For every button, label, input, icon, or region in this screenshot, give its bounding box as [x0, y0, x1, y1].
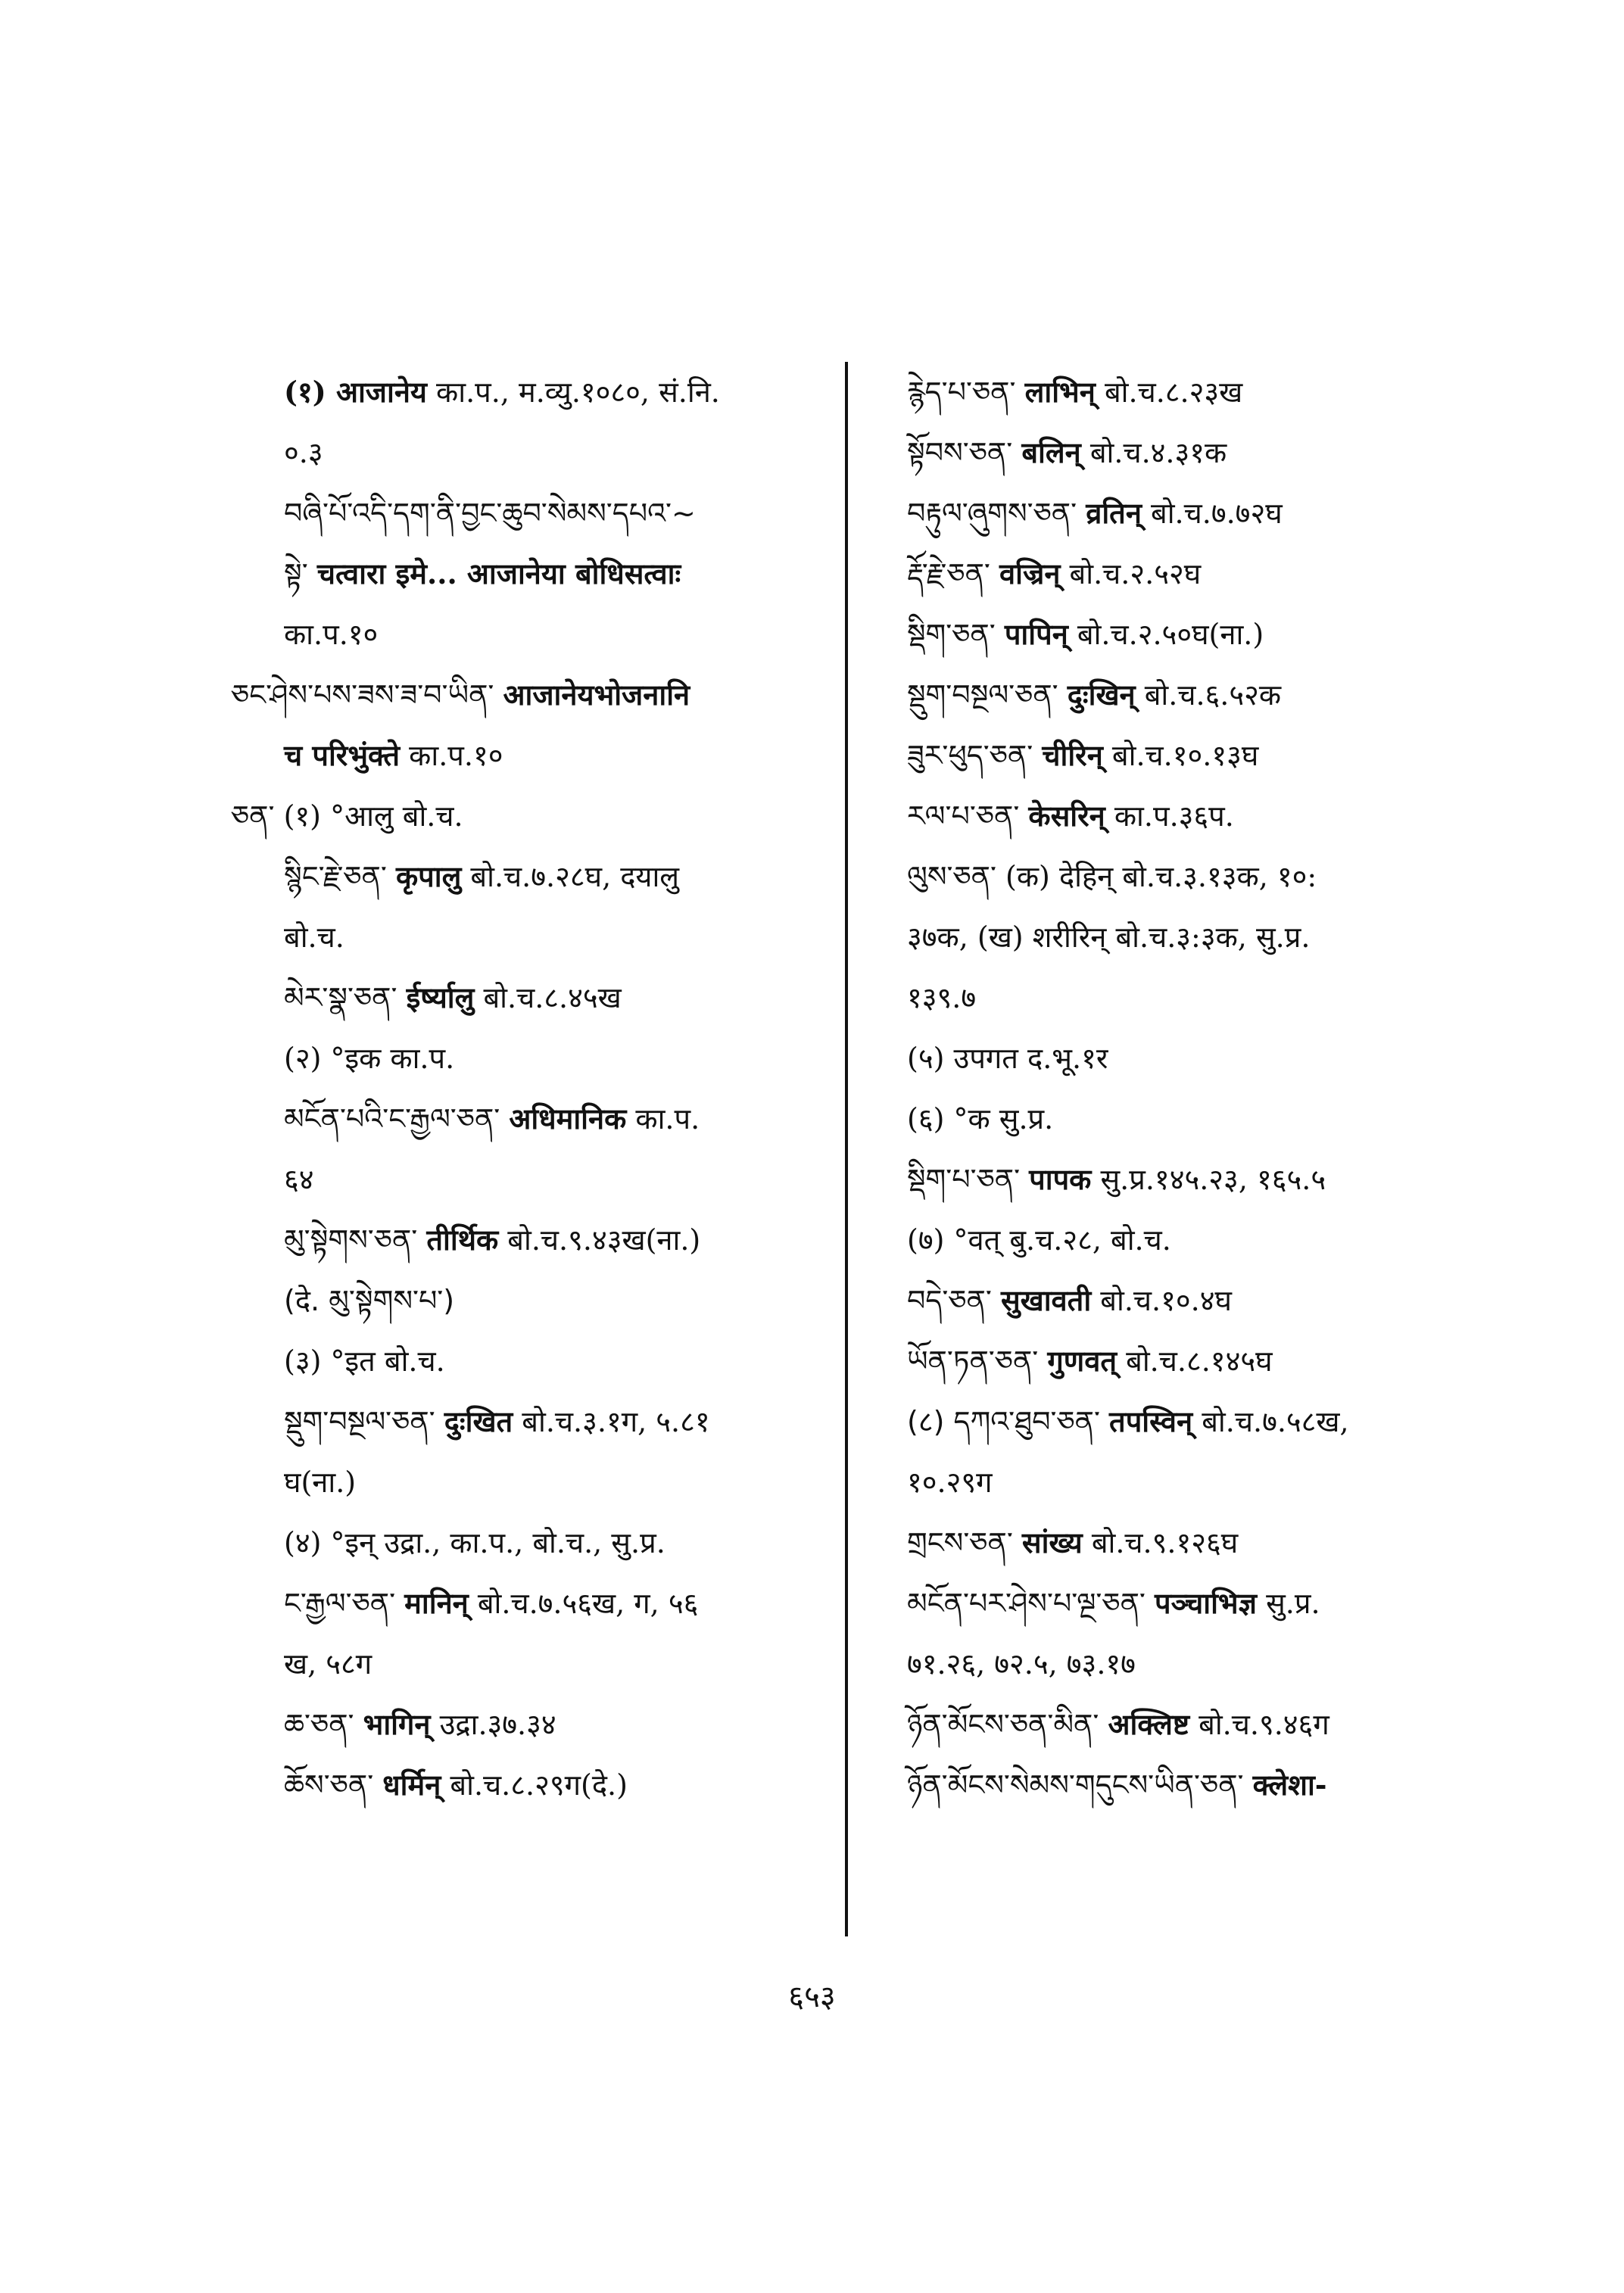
reference: बो.च.१०.१३घ [1111, 739, 1259, 772]
sanskrit-term: तपस्विन् [1109, 1404, 1193, 1438]
tibetan-term: ཅན་ [231, 799, 275, 833]
reference: ख, ५८ग [284, 1647, 372, 1681]
sanskrit-term: बलिन् [1021, 435, 1081, 469]
dictionary-line [907, 725, 1482, 786]
reference: का.प.१० [409, 739, 503, 772]
tibetan-term: (८) དཀའ་ཐུབ་ཅན་ [907, 1405, 1100, 1438]
sanskrit-term: तीर्थिक [426, 1223, 499, 1257]
tibetan-term: མངོན་པར་ཤེས་པ་ལྔ་ཅན་ [907, 1587, 1146, 1620]
sanskrit-term: चत्वारा इमे... आजानेया बोधिसत्वाः [316, 556, 681, 590]
tibetan-term: བདེ་ཅན་ [907, 1284, 992, 1317]
dictionary-line [231, 725, 837, 786]
tibetan-term: ཅང་ཤེས་པས་ཟས་ཟ་བ་ཡིན་ [231, 678, 494, 712]
dictionary-line [231, 1210, 837, 1270]
sanskrit-term: धर्मिन् [382, 1768, 441, 1802]
reference: बो.च.८.१४५घ [1126, 1344, 1273, 1378]
dictionary-line [231, 422, 837, 483]
reference: ३७क, (ख) शरीरिन् बो.च.३:३क, सु.प्र. [907, 921, 1311, 954]
reference: बो.च.७.७२घ [1151, 497, 1283, 530]
reference: ६४ [284, 1163, 314, 1196]
reference: बो.च.८.२९ग(दे.) [450, 1768, 628, 1802]
dictionary-line [907, 907, 1482, 967]
tibetan-term: སྟེ་ [284, 557, 308, 590]
tibetan-term: ང་རྒྱལ་ཅན་ [284, 1587, 396, 1620]
reference: (६) °क सु.प्र. [907, 1102, 1054, 1136]
tibetan-term: སྡིག་ཅན་ [907, 618, 996, 651]
dictionary-line [907, 1634, 1482, 1694]
tibetan-term: བཞི་པོ་འདི་དག་ནི་བྱང་ཆུབ་སེམས་དཔའ་~ [284, 497, 696, 530]
reference: बो.च.७.५६ख, ग, ५६ [477, 1587, 699, 1620]
sanskrit-term: दुःखित [444, 1404, 513, 1438]
reference: १३९.७ [907, 981, 977, 1014]
dictionary-line [907, 1452, 1482, 1513]
tibetan-term: ཆ་ཅན་ [284, 1708, 354, 1741]
dictionary-line [907, 786, 1482, 846]
tibetan-term: མེར་སྣ་ཅན་ [284, 981, 397, 1014]
dictionary-line [231, 1331, 837, 1391]
sanskrit-term: सुखावती [1000, 1283, 1092, 1317]
reference: घ(ना.) [284, 1466, 357, 1499]
tibetan-term: ཉོན་མོངས་ཅན་མིན་ [907, 1708, 1099, 1741]
sanskrit-term: पञ्चाभिज्ञ [1155, 1586, 1257, 1620]
dictionary-line [231, 967, 837, 1028]
tibetan-term: རྡོ་རྗེ་ཅན་ [907, 557, 990, 590]
dictionary-line [231, 1573, 837, 1634]
reference: बो.च.२.५२घ [1069, 557, 1202, 590]
dictionary-line [907, 1755, 1482, 1815]
dictionary-line [907, 1210, 1482, 1270]
sanskrit-term: लाभिन् [1024, 375, 1096, 409]
reference: (५) उपगत द.भू.१र [907, 1042, 1108, 1075]
dictionary-line [231, 1513, 837, 1573]
reference: ७१.२६, ७२.५, ७३.१७ [907, 1647, 1136, 1681]
tibetan-term: བརྟུལ་ཞུགས་ཅན་ [907, 497, 1077, 530]
dictionary-line [907, 1391, 1482, 1452]
reference: का.प., म.व्यु.१०८०, सं.नि. [436, 375, 720, 409]
tibetan-term: སྟོབས་ཅན་ [907, 436, 1013, 469]
dictionary-line [231, 665, 837, 725]
reference: (क) देहिन् बो.च.३.१३क, १०: [1005, 860, 1317, 893]
reference: बो.च.६.५२क [1144, 678, 1282, 712]
dictionary-line [231, 846, 837, 907]
dictionary-line [231, 544, 837, 604]
reference: बो.च.९.४६ग [1199, 1708, 1329, 1741]
tibetan-term: གྲངས་ཅན་ [907, 1526, 1013, 1559]
dictionary-line [231, 907, 837, 967]
tibetan-term: ལུས་ཅན་ [907, 860, 996, 893]
tibetan-term: མངོན་པའི་ང་རྒྱལ་ཅན་ [284, 1102, 500, 1136]
tibetan-term: མུ་སྟེགས་ཅན་ [284, 1223, 418, 1257]
dictionary-line [907, 483, 1482, 544]
dictionary-line [907, 1028, 1482, 1089]
reference: बो.च.३.१ग, ५.८१ [522, 1405, 710, 1438]
sanskrit-term: पापक [1029, 1162, 1092, 1196]
reference: सु.प्र.१४५.२३, १६५.५ [1100, 1163, 1326, 1196]
reference: बो.च.८.४५ख [483, 981, 622, 1014]
tibetan-term: རལ་པ་ཅན་ [907, 799, 1020, 833]
reference: उद्रा.३७.३४ [439, 1708, 556, 1741]
reference: बो.च.१०.४घ [1100, 1284, 1232, 1317]
sanskrit-term: सांख्य [1021, 1525, 1083, 1559]
sanskrit-term: चीरिन् [1042, 738, 1103, 772]
sanskrit-term: आजानेयभोजनानि [503, 678, 690, 712]
sanskrit-term: दुःखिन् [1067, 678, 1136, 712]
dictionary-line [907, 1270, 1482, 1331]
tibetan-term: ཆོས་ཅན་ [284, 1768, 374, 1802]
tibetan-term: སྡིག་པ་ཅན་ [907, 1163, 1021, 1196]
sanskrit-term: भागिन् [363, 1707, 431, 1741]
dictionary-line [907, 846, 1482, 907]
reference: (३) °इत बो.च. [284, 1344, 445, 1378]
sanskrit-term: वज्रिन् [999, 556, 1061, 590]
dictionary-line [907, 362, 1482, 422]
sanskrit-term: क्लेशा- [1252, 1768, 1327, 1802]
page-number: ६५३ [788, 1980, 836, 2014]
reference: (२) °इक का.प. [284, 1042, 455, 1075]
reference: का.प.१० [284, 618, 379, 651]
reference: (७) °वत् बु.च.२८, बो.च. [907, 1223, 1171, 1257]
reference: बो.च.९.४३ख(ना.) [507, 1223, 701, 1257]
dictionary-line [231, 604, 837, 665]
tibetan-term: སྡུག་བསྔལ་ཅན་ [284, 1405, 435, 1438]
dictionary-line [231, 786, 837, 846]
column-divider [845, 362, 848, 1936]
reference: बो.च.९.१२६घ [1091, 1526, 1239, 1559]
right-column [907, 362, 1482, 1815]
dictionary-line [231, 1149, 837, 1210]
dictionary-line [907, 1331, 1482, 1391]
reference: १०.२९ग [907, 1466, 993, 1499]
dictionary-line [907, 665, 1482, 725]
tibetan-term: (दे. མུ་སྟེགས་པ་) [284, 1284, 455, 1317]
sanskrit-term: च परिभुंक्ते [284, 738, 401, 772]
dictionary-line [907, 1573, 1482, 1634]
tibetan-term: ཡོན་ཏན་ཅན་ [907, 1344, 1039, 1378]
reference: का.प.३६प. [1114, 799, 1234, 833]
sanskrit-term: (१) आजानेय [284, 375, 427, 409]
dictionary-line [907, 1149, 1482, 1210]
sanskrit-term: केसरिन् [1028, 799, 1105, 833]
reference: सु.प्र. [1266, 1587, 1320, 1620]
sanskrit-term: अधिमानिक [509, 1101, 627, 1136]
reference: बो.च.४.३१क [1089, 436, 1227, 469]
dictionary-line [231, 483, 837, 544]
reference: (४) °इन् उद्रा., का.प., बो.च., सु.प्र. [284, 1526, 665, 1559]
dictionary-line [907, 967, 1482, 1028]
dictionary-line [231, 1028, 837, 1089]
dictionary-line [231, 1452, 837, 1513]
dictionary-line [231, 1089, 837, 1149]
reference: ०.३ [284, 436, 323, 469]
dictionary-line [907, 1513, 1482, 1573]
dictionary-line [231, 1755, 837, 1815]
reference: बो.च.२.५०घ(ना.) [1077, 618, 1264, 651]
left-column [231, 362, 837, 1815]
tibetan-term: སྙིང་རྗེ་ཅན་ [284, 860, 387, 893]
reference: बो.च.८.२३ख [1104, 375, 1243, 409]
reference: बो.च.७.२८घ, दयालु [470, 860, 680, 893]
tibetan-term: ཟུར་ཕུད་ཅན་ [907, 739, 1033, 772]
dictionary-line [231, 1694, 837, 1755]
dictionary-line [231, 1270, 837, 1331]
reference: बो.च.७.५८ख, [1202, 1405, 1349, 1438]
sanskrit-term: अक्लिष्ट [1108, 1707, 1190, 1741]
reference: बो.च. [284, 921, 344, 954]
dictionary-line [231, 1634, 837, 1694]
dictionary-line [231, 1391, 837, 1452]
dictionary-line [907, 1089, 1482, 1149]
tibetan-term: སྡུག་བསྔལ་ཅན་ [907, 678, 1058, 712]
sanskrit-term: ईर्ष्यालु [406, 980, 475, 1014]
dictionary-line [907, 604, 1482, 665]
sanskrit-term: मानिन् [404, 1586, 469, 1620]
dictionary-line [907, 1694, 1482, 1755]
sanskrit-term: कृपालु [395, 859, 462, 893]
reference: (१) °आलु बो.च. [283, 799, 463, 833]
reference: का.प. [635, 1102, 700, 1136]
dictionary-line [907, 422, 1482, 483]
dictionary-line [231, 362, 837, 422]
dictionary-line [907, 544, 1482, 604]
tibetan-term: ཉོན་མོངས་སེམས་གདུངས་ཡིན་ཅན་ [907, 1768, 1244, 1802]
sanskrit-term: पापिन् [1004, 617, 1068, 651]
sanskrit-term: गुणवत् [1047, 1344, 1117, 1378]
tibetan-term: རྙེད་པ་ཅན་ [907, 375, 1016, 409]
sanskrit-term: व्रतिन् [1086, 496, 1142, 530]
